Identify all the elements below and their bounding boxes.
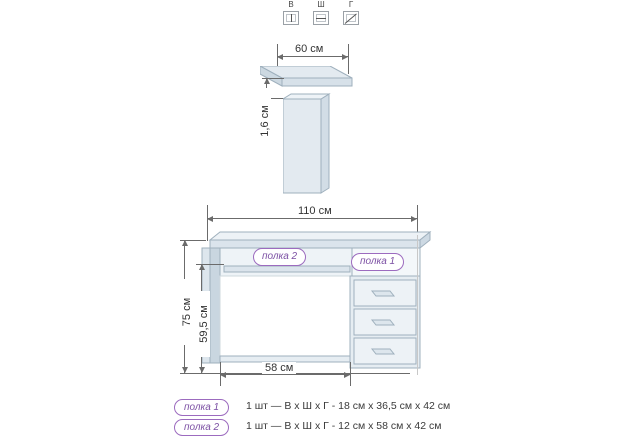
- dim-label-58: 58 см: [262, 362, 296, 374]
- dim-tick-top-75: [180, 240, 206, 241]
- legend-pill-shelf-1: полка 1: [174, 399, 229, 416]
- parts-legend: [174, 398, 474, 438]
- icon-label-height: В: [288, 0, 294, 9]
- dim-arrow-right-110: [411, 216, 417, 222]
- legend-row-shelf-1: [174, 398, 474, 418]
- dim-label-59-5: 59,5 см: [198, 291, 210, 357]
- desk-front-shape: [180, 228, 450, 373]
- shelf-2-callout: полка 2: [253, 248, 306, 266]
- shelf-1-callout: полка 1: [351, 253, 404, 271]
- dim-label-75: 75 см: [181, 279, 193, 345]
- legend-text-shelf-2: 1 шт — В х Ш х Г - 12 см х 58 см х 42 см: [246, 420, 442, 432]
- dim-label-thickness: 1,6 см: [259, 88, 271, 154]
- dim-guide-right: [417, 235, 418, 375]
- dim-label-110: 110 см: [295, 205, 335, 217]
- dim-label-60: 60 см: [292, 43, 326, 55]
- dim-arrow-left-110: [207, 216, 213, 222]
- legend-pill-shelf-2: полка 2: [174, 419, 229, 436]
- legend-row-shelf-2: [174, 418, 474, 438]
- icon-label-depth: Г: [348, 0, 354, 9]
- dim-arrow-down-59-5: [199, 367, 205, 373]
- dim-tick-top-59-5: [196, 264, 224, 265]
- dim-line-58: [220, 374, 350, 375]
- dim-arrow-right-58: [344, 372, 350, 378]
- dim-arrow-left-58: [220, 372, 226, 378]
- dim-tick-right-58: [350, 362, 351, 386]
- dim-line-110: [207, 218, 417, 219]
- legend-text-shelf-1: 1 шт — В х Ш х Г - 18 см х 36,5 см х 42 см: [246, 400, 451, 412]
- icon-label-width: Ш: [317, 0, 325, 9]
